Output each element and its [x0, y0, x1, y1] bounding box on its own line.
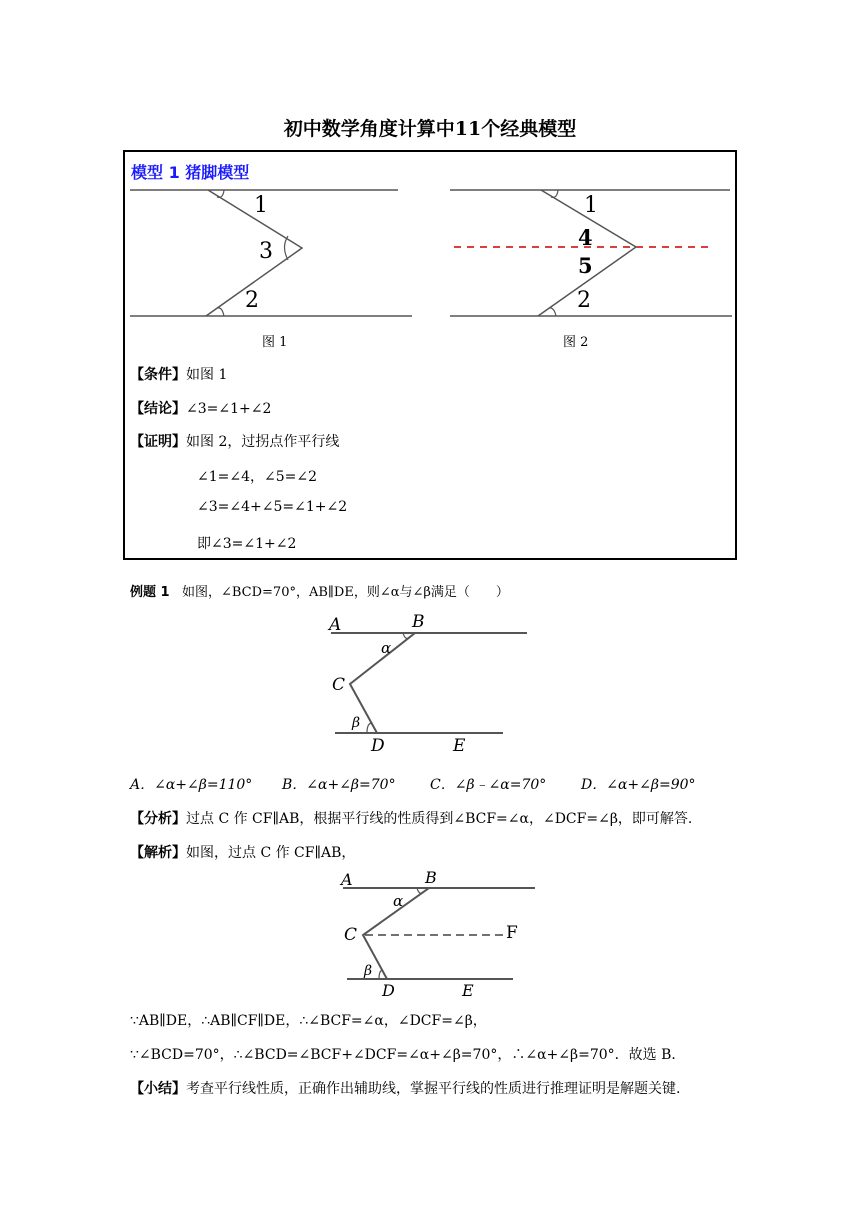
page-title: 初中数学角度计算中11个经典模型: [283, 118, 577, 140]
model-heading: 模型 1 猪脚模型: [131, 163, 250, 182]
label-beta: β: [352, 715, 361, 731]
fig1-label-2: 2: [245, 288, 259, 313]
solution-step-2: ∵∠BCD=70°，∴∠BCD=∠BCF+∠DCF=∠α+∠β=70°，∴∠α+∠β=70°．故选 B．: [130, 1047, 686, 1063]
label-D: D: [371, 736, 385, 756]
condition-line: 【条件】如图 1: [130, 367, 228, 383]
conclusion-line: 【结论】∠3=∠1+∠2: [130, 401, 272, 417]
label-C: C: [332, 675, 346, 695]
figure-2-caption: 图 2: [563, 335, 589, 350]
label-B: B: [412, 612, 425, 632]
label-E-s: E: [462, 981, 474, 1000]
example-question: 例题 1 如图，∠BCD=70°，AB∥DE，则∠α与∠β满足（ ）: [130, 585, 509, 600]
label-D-s: D: [382, 981, 395, 1000]
proof-step-2: ∠3=∠4+∠5=∠1+∠2: [197, 499, 348, 515]
figure-1: [128, 180, 418, 325]
option-d: D．∠α+∠β=90°: [581, 777, 696, 793]
fig1-label-3: 3: [259, 239, 273, 264]
proof-step-3: 即∠3=∠1+∠2: [197, 536, 297, 552]
label-A: A: [329, 615, 342, 635]
option-a: A．∠α+∠β=110°: [130, 777, 253, 793]
proof-line: 【证明】如图 2，过拐点作平行线: [130, 434, 340, 450]
solution-line: 【解析】如图，过点 C 作 CF∥AB，: [130, 845, 356, 861]
fig2-label-5: 5: [578, 253, 593, 278]
figure-2: [448, 180, 734, 325]
example-figure: [325, 610, 535, 758]
label-B-s: B: [425, 868, 437, 887]
fig2-label-1: 1: [584, 193, 598, 218]
proof-step-1: ∠1=∠4，∠5=∠2: [197, 469, 318, 485]
fig2-label-2: 2: [577, 288, 591, 313]
label-A-s: A: [341, 870, 353, 889]
option-b: B．∠α+∠β=70°: [282, 777, 396, 793]
solution-figure: [335, 866, 545, 1002]
label-F-s: F: [506, 923, 518, 943]
summary-line: 【小结】考查平行线性质，正确作出辅助线，掌握平行线的性质进行推理证明是解题关键.: [130, 1081, 681, 1097]
label-alpha-s: α: [393, 892, 404, 910]
label-beta-s: β: [364, 963, 373, 979]
fig1-label-1: 1: [254, 193, 268, 218]
analysis-line: 【分析】过点 C 作 CF∥AB，根据平行线的性质得到∠BCF=∠α，∠DCF=∠β，即可解答.: [130, 811, 693, 827]
label-E: E: [453, 736, 466, 756]
option-c: C．∠β﹣∠α=70°: [430, 777, 547, 793]
label-C-s: C: [344, 925, 358, 945]
fig2-label-4: 4: [578, 225, 593, 250]
solution-step-1: ∵AB∥DE，∴AB∥CF∥DE，∴∠BCF=∠α，∠DCF=∠β，: [130, 1013, 487, 1029]
figure-1-caption: 图 1: [262, 335, 288, 350]
label-alpha: α: [381, 639, 392, 657]
